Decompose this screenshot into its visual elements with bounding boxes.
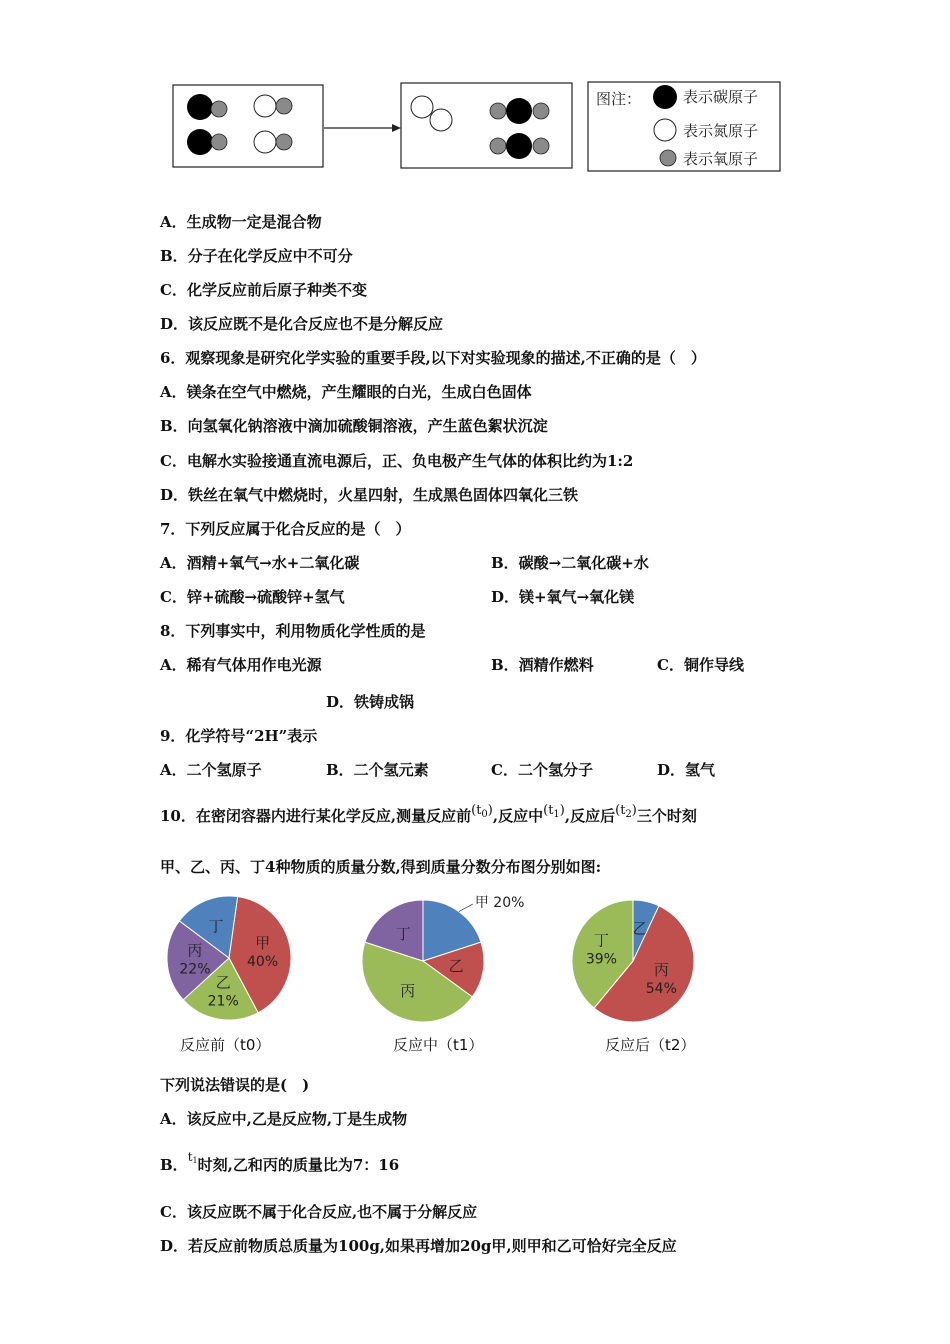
t2-symbol: $(t_2)$: [615, 803, 637, 820]
carbon-atom: [187, 129, 213, 155]
q10-option-d: D．若反应前物质总质量为100g,如果再增加20g甲,则甲和乙可恰好完全反应: [160, 1237, 677, 1255]
oxygen-atom: [490, 138, 506, 154]
pie-name-0-0: 甲: [255, 934, 271, 953]
q5-option-c: C．化学反应前后原子种类不变: [160, 281, 367, 299]
q7-option-c: C．锌+硫酸→硫酸锌+氢气: [160, 588, 345, 606]
pie-leader-line: [459, 904, 473, 912]
carbon-atom: [506, 98, 532, 124]
q10-question: 下列说法错误的是( ): [160, 1076, 310, 1094]
legend-carbon: 表示碳原子: [683, 88, 759, 106]
nitrogen-atom: [254, 95, 276, 117]
oxygen-atom: [276, 134, 292, 150]
q9-option-b: B．二个氢元素: [326, 761, 429, 779]
carbon-atom: [187, 94, 213, 120]
pie-label-1-0: 甲 20%: [474, 895, 525, 911]
pie-label-0-1: 21%: [207, 993, 239, 1010]
nitrogen-atom: [654, 119, 676, 141]
q10-stem-line1: [160, 803, 697, 829]
q9-option-a: A．二个氢原子: [160, 761, 262, 779]
q6-option-b: B．向氢氧化钠溶液中滴加硫酸铜溶液，产生蓝色絮状沉淀: [160, 417, 548, 435]
q6-option-d: D．铁丝在氧气中燃烧时，火星四射，生成黑色固体四氧化三铁: [160, 486, 579, 504]
pie-name-2-1: 丙: [653, 960, 669, 979]
molecule-diagram: [0, 0, 950, 190]
q5-option-b: B．分子在化学反应中不可分: [160, 247, 353, 265]
pie-name-0-1: 乙: [215, 973, 231, 992]
q8-stem: 8．下列事实中，利用物质化学性质的是: [160, 622, 426, 640]
oxygen-atom: [276, 98, 292, 114]
q10-option-b: B．$^{t1}$时刻,乙和丙的质量比为7：16: [160, 1150, 400, 1174]
t0-symbol: $(t_0)$: [471, 803, 493, 820]
legend-prefix: 图注：: [596, 90, 642, 108]
q10-stem-d: 三个时刻: [636, 807, 697, 825]
t1-symbol: t1: [187, 1150, 198, 1165]
legend-nitrogen: 表示氮原子: [683, 122, 759, 140]
q8-option-a: A．稀有气体用作电光源: [160, 656, 322, 674]
oxygen-atom: [211, 101, 227, 117]
pie-name-2-0: 乙: [632, 919, 648, 938]
q8-option-d: D．铁铸成锅: [326, 693, 415, 711]
q6-option-a: A．镁条在空气中燃烧，产生耀眼的白光，生成白色固体: [160, 383, 532, 401]
q9-stem: 9．化学符号“2H”表示: [160, 727, 318, 745]
pie-label-2-2: 39%: [585, 951, 617, 968]
q6-stem: 6．观察现象是研究化学实验的重要手段,以下对实验现象的描述,不正确的是（ ）: [160, 349, 706, 367]
pie-name-0-2: 丙: [187, 941, 203, 960]
carbon-atom: [653, 85, 677, 109]
q10-stem-b: ,反应中: [492, 807, 544, 825]
products-box: [401, 83, 572, 168]
carbon-atom: [506, 133, 532, 159]
nitrogen-atom: [430, 109, 452, 131]
oxygen-atom: [533, 103, 549, 119]
legend-oxygen: 表示氧原子: [683, 150, 759, 168]
q7-option-b: B．碳酸→二氧化碳+水: [491, 554, 649, 572]
t1-symbol: $(t_1)$: [543, 803, 565, 820]
q10-option-a: A．该反应中,乙是反应物,丁是生成物: [160, 1110, 408, 1128]
pie-name-1-2: 丙: [400, 981, 416, 1000]
pie-name-0-3: 丁: [208, 917, 224, 936]
q10-stem-line2: 甲、乙、丙、丁4种物质的质量分数,得到质量分数分布图分别如图:: [160, 858, 602, 876]
pie-label-0-2: 22%: [179, 961, 211, 978]
pie-name-1-3: 丁: [395, 924, 411, 943]
q6-option-c: C．电解水实验接通直流电源后，正、负电极产生气体的体积比约为1:2: [160, 452, 634, 470]
chart-caption-t0: 反应前（t0）: [180, 1036, 271, 1054]
q10-stem-a: 10．在密闭容器内进行某化学反应,测量反应前: [160, 807, 472, 825]
reaction-arrow-head: [392, 124, 401, 132]
q8-option-c: C．铜作导线: [657, 656, 744, 674]
nitrogen-atom: [254, 131, 276, 153]
pie-label-2-1: 54%: [645, 980, 677, 997]
q8-option-b: B．酒精作燃料: [491, 656, 594, 674]
q7-option-d: D．镁+氧气→氧化镁: [491, 588, 635, 606]
chart-caption-t2: 反应后（t2）: [605, 1036, 696, 1054]
pie-name-1-1: 乙: [448, 957, 464, 976]
oxygen-atom: [490, 103, 506, 119]
chart-caption-t1: 反应中（t1）: [393, 1036, 484, 1054]
q7-stem: 7．下列反应属于化合反应的是（ ）: [160, 520, 411, 538]
nitrogen-atom: [411, 96, 433, 118]
q10-stem-c: ,反应后: [564, 807, 616, 825]
pie-label-0-0: 40%: [247, 954, 279, 971]
q9-option-c: C．二个氢分子: [491, 761, 593, 779]
oxygen-atom: [660, 150, 676, 166]
q10-option-c: C．该反应既不属于化合反应,也不属于分解反应: [160, 1203, 478, 1221]
q5-option-d: D．该反应既不是化合反应也不是分解反应: [160, 315, 444, 333]
q9-option-d: D．氢气: [657, 761, 716, 779]
q7-option-a: A．酒精+氧气→水+二氧化碳: [160, 554, 360, 572]
oxygen-atom: [533, 138, 549, 154]
pie-name-2-2: 丁: [593, 931, 609, 950]
oxygen-atom: [211, 134, 227, 150]
q5-option-a: A．生成物一定是混合物: [160, 213, 322, 231]
